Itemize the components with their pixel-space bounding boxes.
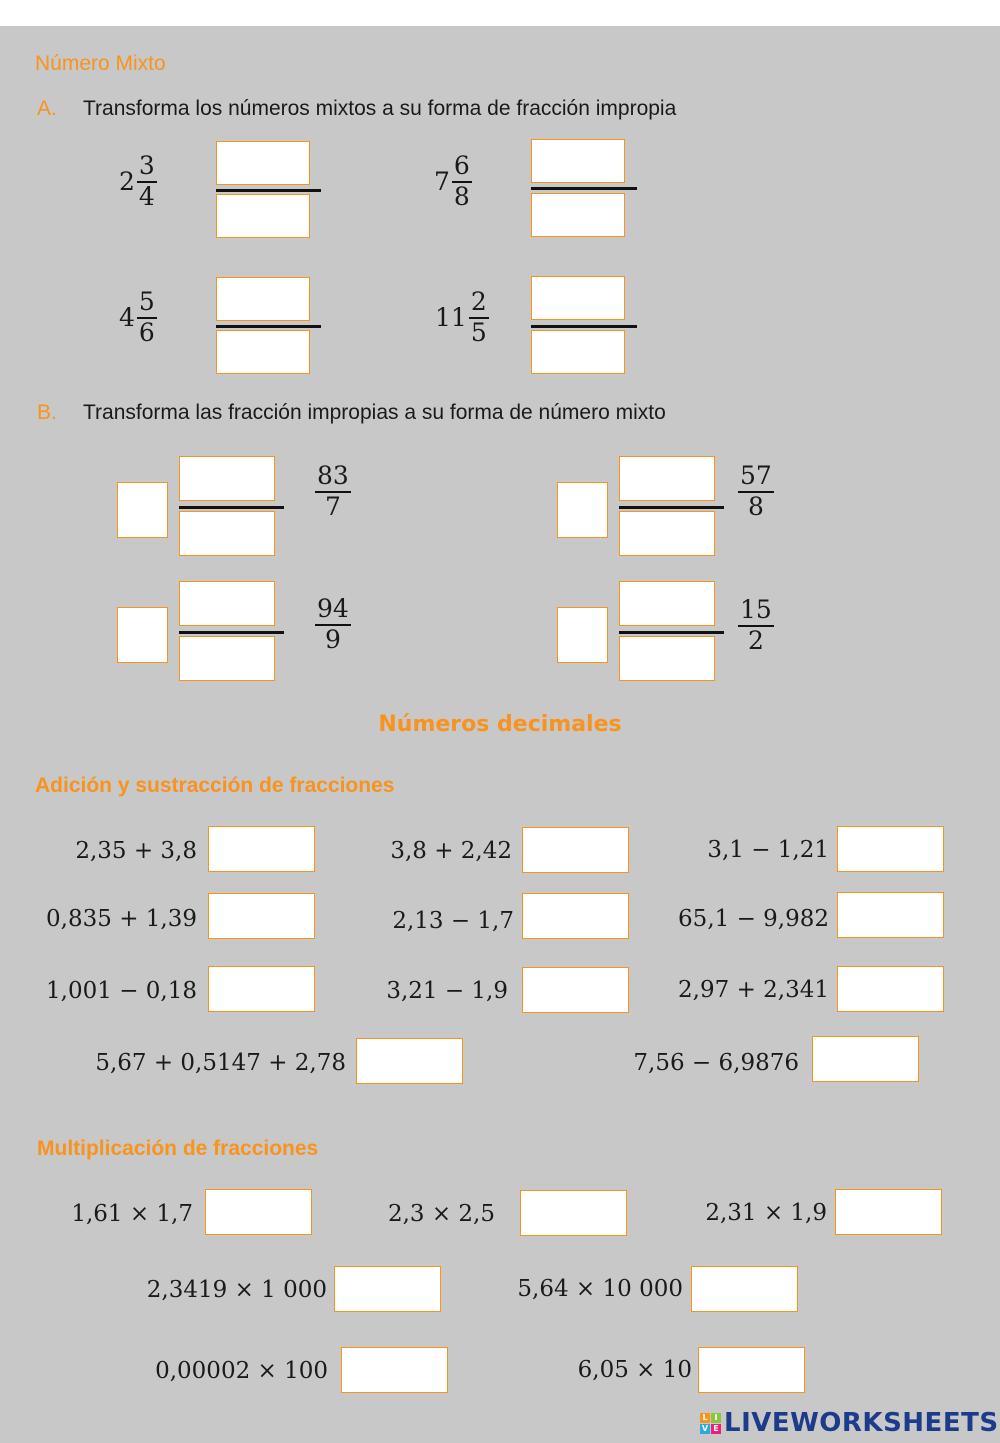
answer-input[interactable] [837,966,944,1012]
answer-numerator-b4[interactable] [619,581,715,626]
subsection-title-adicion: Adición y sustracción de fracciones [35,774,395,797]
expression: 1,61 × 1,7 [71,1201,193,1227]
answer-numerator-2[interactable] [531,139,625,183]
answer-input[interactable] [334,1266,441,1312]
answer-input[interactable] [812,1036,919,1082]
expression: 5,67 + 0,5147 + 2,78 [95,1050,346,1076]
instruction-b-letter: B. [37,401,57,424]
expression: 2,3419 × 1 000 [146,1277,327,1303]
answer-whole-1[interactable] [117,482,168,538]
improper-fraction-4: $\frac{15}{2}$ [740,595,772,655]
answer-whole-3[interactable] [117,607,168,663]
expression: 3,8 + 2,42 [390,838,512,864]
instruction-a-letter: A. [37,97,57,120]
expression: 1,001 − 0,18 [46,978,197,1004]
answer-input[interactable] [356,1038,463,1084]
instruction-b-text: Transforma las fracción impropias a su forma de número mixto [83,401,666,424]
fraction-bar [216,189,321,192]
answer-whole-2[interactable] [557,482,608,538]
answer-input[interactable] [698,1347,805,1393]
answer-numerator-3[interactable] [216,277,310,321]
fraction-bar [216,325,321,328]
expression: 2,3 × 2,5 [387,1201,495,1227]
answer-input[interactable] [837,826,944,872]
fraction-bar [619,631,724,634]
expression: 2,13 − 1,7 [392,908,514,934]
fraction-bar [179,631,284,634]
answer-numerator-4[interactable] [531,276,625,320]
answer-input[interactable] [208,893,315,939]
liveworksheets-logo [700,1408,999,1438]
answer-input[interactable] [522,827,629,873]
expression: 7,56 − 6,9876 [633,1050,799,1076]
logo-text: LIVEWORKSHEETS [724,1408,999,1438]
expression: 2,35 + 3,8 [75,838,197,864]
answer-denominator-b1[interactable] [179,511,275,556]
mixed-number-4: 11 $\frac{2}{5}$ [435,287,487,347]
answer-denominator-2[interactable] [531,193,625,237]
answer-input[interactable] [522,893,629,939]
expression: 6,05 × 10 [577,1357,692,1383]
answer-denominator-1[interactable] [216,194,310,238]
expression: 0,835 + 1,39 [46,906,197,932]
expression: 3,21 − 1,9 [386,978,508,1004]
subsection-title-multiplicacion: Multiplicación de fracciones [37,1137,319,1160]
answer-denominator-b3[interactable] [179,636,275,681]
mixed-number-3: 4 $\frac{5}{6}$ [119,287,155,347]
answer-input[interactable] [208,966,315,1012]
expression: 5,64 × 10 000 [517,1276,683,1302]
improper-fraction-3: $\frac{94}{9}$ [317,594,349,654]
answer-input[interactable] [691,1266,798,1312]
answer-input[interactable] [208,826,315,872]
answer-input[interactable] [837,892,944,938]
improper-fraction-1: $\frac{83}{7}$ [317,461,349,521]
answer-input[interactable] [520,1190,627,1236]
answer-numerator-b2[interactable] [619,456,715,501]
answer-input[interactable] [341,1347,448,1393]
mixed-number-1: 2 $\frac{3}{4}$ [119,151,155,211]
answer-whole-4[interactable] [557,607,608,663]
answer-numerator-b1[interactable] [179,456,275,501]
answer-denominator-3[interactable] [216,330,310,374]
liveworksheets-icon: L I V E [700,1413,721,1434]
answer-denominator-4[interactable] [531,330,625,374]
fraction-bar [619,506,724,509]
expression: 0,00002 × 100 [155,1358,328,1384]
answer-numerator-b3[interactable] [179,581,275,626]
answer-input[interactable] [522,967,629,1013]
instruction-a-text: Transforma los números mixtos a su forma de fracción impropia [83,97,677,120]
fraction-bar [179,506,284,509]
answer-numerator-1[interactable] [216,141,310,185]
fraction-bar [531,325,637,328]
improper-fraction-2: $\frac{57}{8}$ [740,461,772,521]
section-title-numero-mixto: Número Mixto [35,52,166,75]
mixed-number-2: 7 $\frac{6}{8}$ [434,151,470,211]
expression: 2,97 + 2,341 [678,977,829,1003]
answer-denominator-b4[interactable] [619,636,715,681]
answer-input[interactable] [205,1189,312,1235]
top-band [0,0,1000,26]
section-title-numeros-decimales: Números decimales [378,712,622,737]
fraction-bar [531,187,637,190]
expression: 65,1 − 9,982 [678,906,829,932]
answer-input[interactable] [835,1189,942,1235]
expression: 2,31 × 1,9 [705,1200,827,1226]
answer-denominator-b2[interactable] [619,511,715,556]
expression: 3,1 − 1,21 [707,837,829,863]
